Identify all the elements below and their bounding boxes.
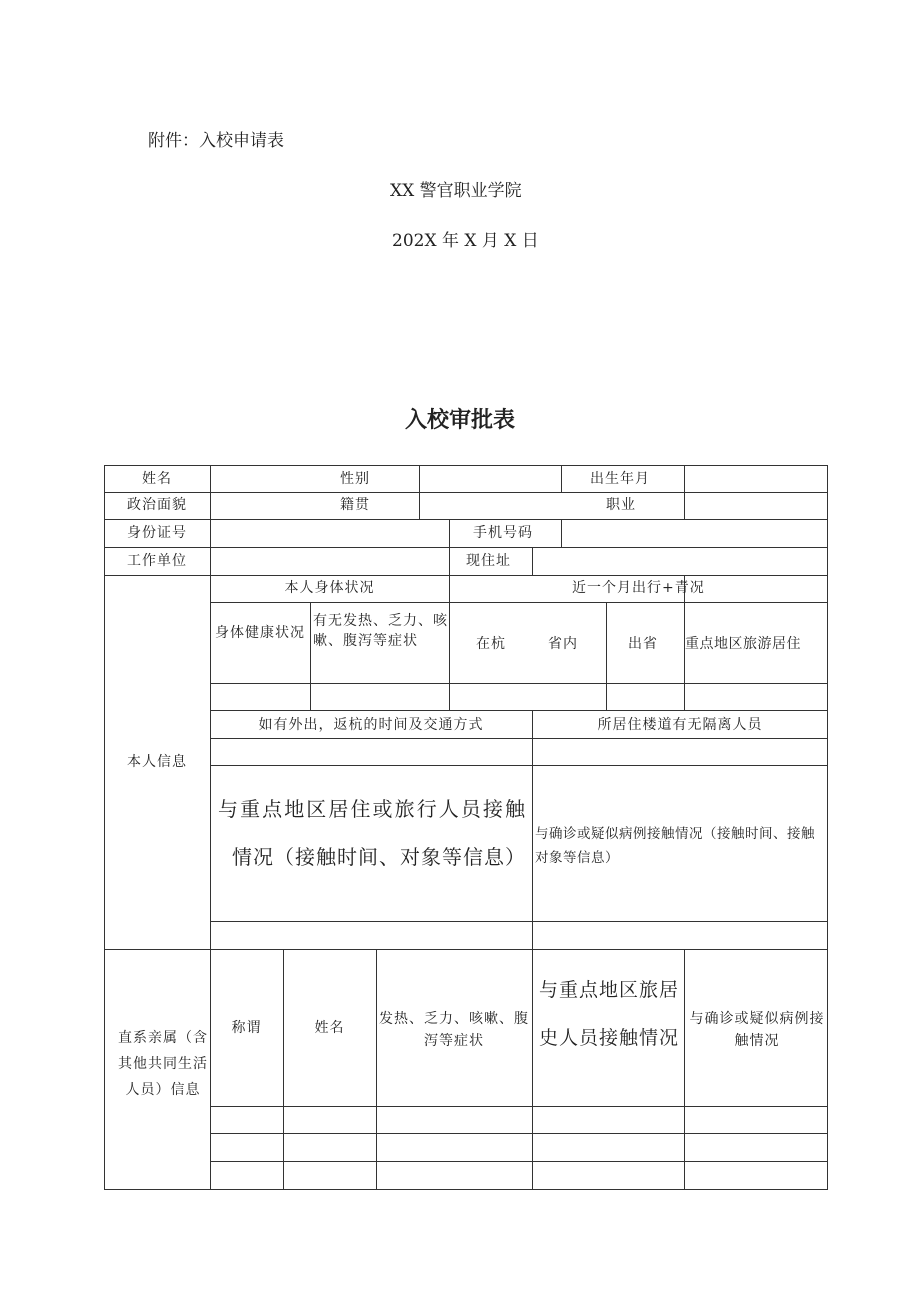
health-label: 身体健康状况 <box>215 625 305 641</box>
political-label: 政治面貌 <box>127 497 187 513</box>
family-key-label: 与重点地区旅居史人员接触情况 <box>538 979 679 1049</box>
document-date: 202X 年 X 月 X 日 <box>392 231 539 251</box>
name-label: 姓名 <box>142 471 172 487</box>
family-symptoms-label: 发热、乏力、咳嗽、腹泻等症状 <box>379 1011 529 1049</box>
address-label: 现住址 <box>466 553 511 569</box>
family-name-label: 姓名 <box>314 1020 345 1036</box>
occupation-label: 职业 <box>606 497 636 513</box>
contact-case-label: 与确诊或疑似病例接触情况（接触时间、接触对象等信息） <box>535 826 815 866</box>
work-label: 工作单位 <box>127 553 187 569</box>
form-title: 入校审批表 <box>405 408 516 433</box>
phone-label: 手机号码 <box>473 525 533 541</box>
out-province-label: 出省 <box>628 636 658 652</box>
self-info-label: 本人信息 <box>127 754 187 770</box>
id-label: 身份证号 <box>127 525 187 541</box>
isolation-label: 所居住楼道有无隔离人员 <box>597 717 763 733</box>
native-label: 籍贯 <box>340 497 370 513</box>
family-case-label: 与确诊或疑似病例接触情况 <box>689 1011 825 1049</box>
symptoms-label: 有无发热、乏力、咳嗽、腹泻等症状 <box>313 613 448 649</box>
body-status-label: 本人身体状况 <box>284 580 375 596</box>
birth-label: 出生年月 <box>590 471 650 487</box>
key-area-label: 重点地区旅游居住 <box>685 636 801 652</box>
travel-label: 近一个月出行+青况 <box>572 580 705 596</box>
return-label: 如有外出，返杭的时间及交通方式 <box>258 717 484 733</box>
family-label: 直系亲属（含其他共同生活人员）信息 <box>118 1030 208 1098</box>
relation-label: 称谓 <box>231 1020 262 1036</box>
in-hangzhou-label: 在杭 <box>476 636 506 652</box>
in-province-label: 省内 <box>548 636 578 652</box>
school-name: XX 警官职业学院 <box>390 181 522 201</box>
gender-label: 性别 <box>340 471 370 487</box>
attachment-label: 附件：入校申请表 <box>148 131 284 151</box>
contact-key-label: 与重点地区居住或旅行人员接触情况（接触时间、对象等信息） <box>218 797 526 869</box>
